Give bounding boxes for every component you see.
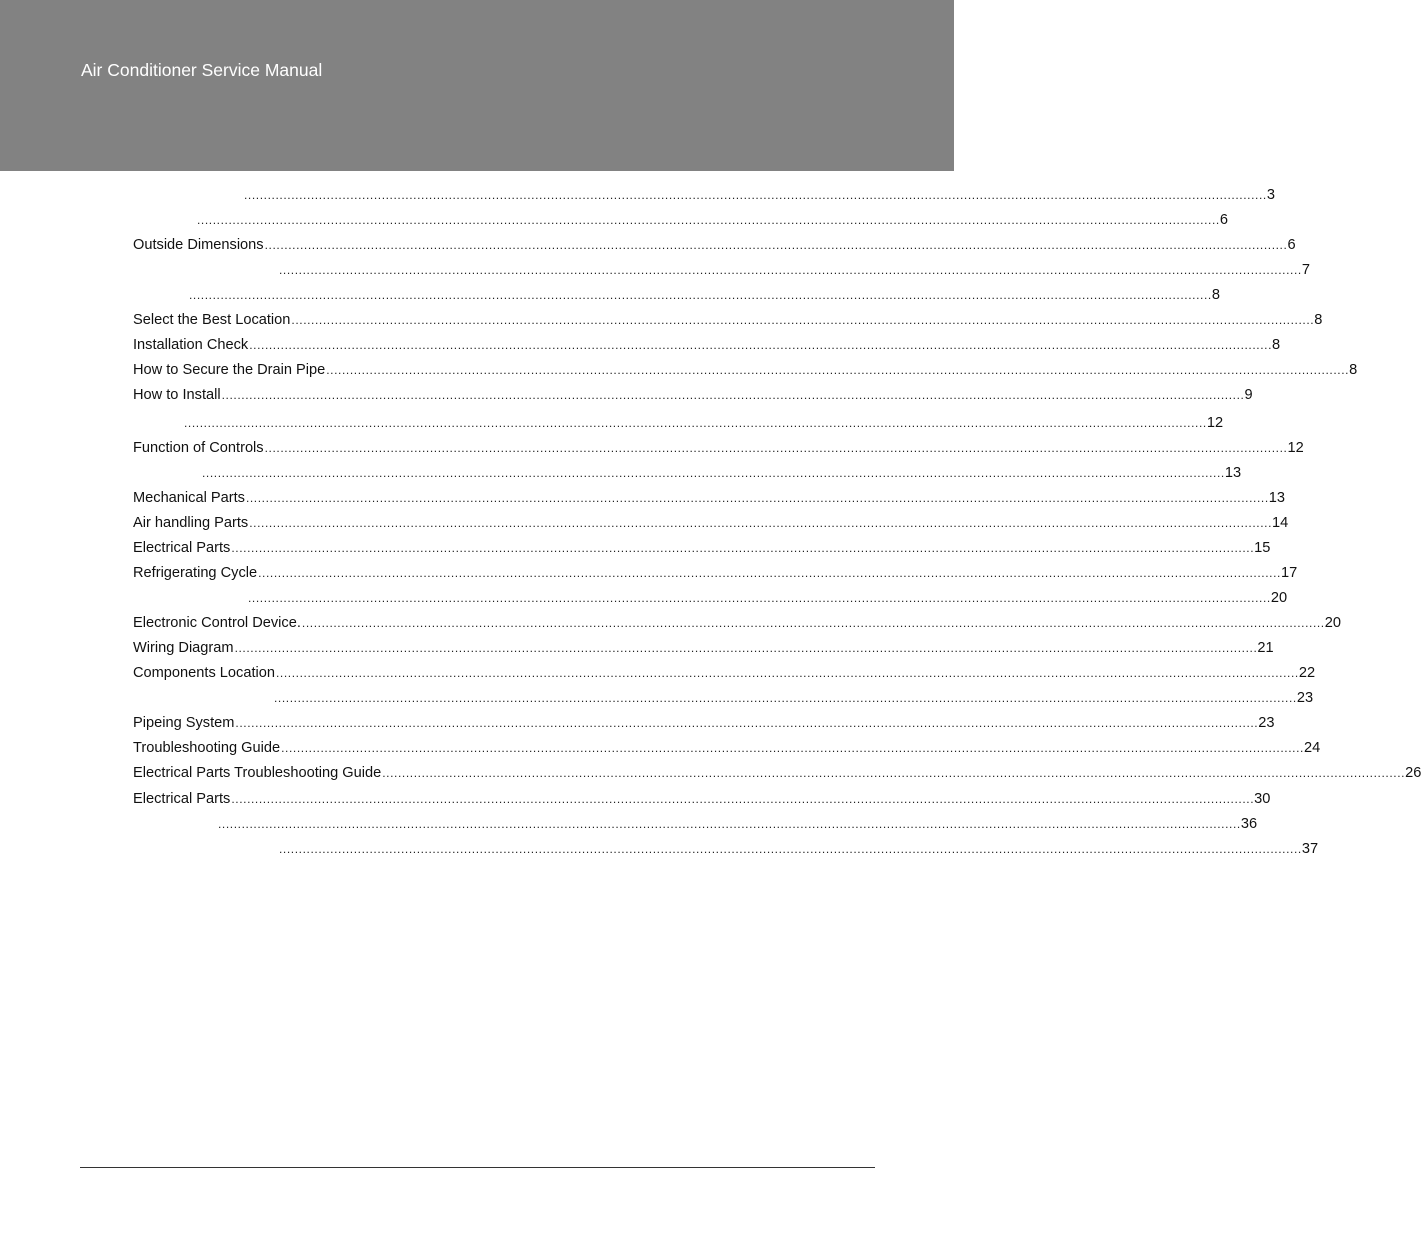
toc-entry-title: Electronic Control Device.	[133, 615, 301, 631]
toc-dot-leader: ....................................................................................................................................................................................................................................................................	[279, 842, 1302, 856]
toc-entry-page: 8	[1349, 362, 1358, 378]
toc-entry-page: 15	[1254, 540, 1271, 556]
toc-entry[interactable]	[133, 232, 1296, 254]
toc-dot-leader: ....................................................................................................................................................................................................................................................................	[291, 313, 1315, 327]
toc-entry[interactable]	[133, 735, 1321, 757]
toc-dot-leader: ....................................................................................................................................................................................................................................................................	[264, 238, 1288, 252]
toc-dot-leader: ....................................................................................................................................................................................................................................................................	[274, 691, 1297, 705]
toc-entry[interactable]	[133, 685, 1314, 707]
toc-entry-title: How to Secure the Drain Pipe	[133, 362, 326, 378]
toc-entry-page: 8	[1211, 287, 1220, 303]
toc-entry[interactable]	[133, 485, 1286, 507]
toc-entry[interactable]	[133, 635, 1274, 657]
toc-dot-leader: ....................................................................................................................................................................................................................................................................	[249, 338, 1273, 352]
toc-entry-page: 7	[1301, 262, 1310, 278]
toc-entry[interactable]	[133, 760, 1421, 782]
toc-dot-leader: ....................................................................................................................................................................................................................................................................	[231, 541, 1255, 555]
toc-entry-page: 14	[1272, 515, 1289, 531]
toc-entry-title: Electrical Parts	[133, 791, 231, 807]
toc-dot-leader: ....................................................................................................................................................................................................................................................................	[245, 491, 1269, 505]
toc-entry-page: 17	[1280, 565, 1298, 581]
toc-entry-title: Function of Controls	[133, 440, 264, 456]
toc-entry-page: 3	[1266, 187, 1275, 203]
toc-dot-leader: ....................................................................................................................................................................................................................................................................	[234, 641, 1258, 655]
toc-entry-title: Installation Check	[133, 337, 249, 353]
toc-dot-leader: ....................................................................................................................................................................................................................................................................	[279, 263, 1302, 277]
toc-entry[interactable]	[133, 207, 1228, 229]
toc-entry[interactable]	[133, 710, 1275, 732]
toc-entry-page: 20	[1324, 615, 1341, 631]
toc-entry-title: Electrical Parts Troubleshooting Guide	[133, 765, 382, 781]
toc-dot-leader: ....................................................................................................................................................................................................................................................................	[275, 666, 1299, 680]
toc-entry-page: 30	[1254, 791, 1271, 807]
toc-dot-leader: ....................................................................................................................................................................................................................................................................	[218, 817, 1241, 831]
toc-dot-leader: ....................................................................................................................................................................................................................................................................	[301, 616, 1325, 630]
toc-dot-leader: ....................................................................................................................................................................................................................................................................	[235, 716, 1259, 730]
toc-entry-title: Pipeing System	[133, 715, 235, 731]
toc-entry-page: 13	[1224, 465, 1242, 481]
toc-entry-page: 6	[1219, 212, 1228, 228]
toc-entry[interactable]	[133, 307, 1323, 329]
toc-dot-leader: ....................................................................................................................................................................................................................................................................	[264, 441, 1288, 455]
toc-entry-page: 37	[1301, 841, 1319, 857]
toc-entry-title: How to Install	[133, 387, 221, 403]
toc-entry[interactable]	[133, 560, 1298, 582]
toc-entry[interactable]	[133, 182, 1275, 204]
toc-dot-leader: ....................................................................................................................................................................................................................................................................	[197, 213, 1220, 227]
toc-entry-title: Components Location	[133, 665, 275, 681]
manual-title: Air Conditioner Service Manual	[81, 60, 323, 80]
toc-entry-page: 8	[1272, 337, 1281, 353]
toc-entry[interactable]	[133, 332, 1281, 354]
toc-entry[interactable]	[133, 460, 1242, 482]
toc-entry[interactable]	[133, 535, 1271, 557]
toc-dot-leader: ....................................................................................................................................................................................................................................................................	[244, 188, 1267, 202]
toc-entry[interactable]	[133, 660, 1316, 682]
toc-entry[interactable]	[133, 257, 1310, 279]
toc-entry-title: Wiring Diagram	[133, 640, 234, 656]
toc-dot-leader: ....................................................................................................................................................................................................................................................................	[248, 591, 1271, 605]
toc-entry-page: 20	[1270, 590, 1288, 606]
toc-entry-title: Refrigerating Cycle	[133, 565, 258, 581]
footer-rule	[80, 1167, 875, 1168]
toc-dot-leader: ....................................................................................................................................................................................................................................................................	[281, 741, 1304, 755]
toc-entry[interactable]	[133, 585, 1288, 607]
toc-entry-title: Electrical Parts	[133, 540, 231, 556]
toc-entry[interactable]	[133, 435, 1304, 457]
toc-dot-leader: ....................................................................................................................................................................................................................................................................	[221, 388, 1245, 402]
toc-entry-page: 26	[1405, 765, 1421, 781]
header-band	[0, 0, 954, 171]
toc-dot-leader: ....................................................................................................................................................................................................................................................................	[249, 516, 1273, 530]
toc-entry[interactable]	[133, 510, 1289, 532]
toc-dot-leader: ....................................................................................................................................................................................................................................................................	[231, 792, 1255, 806]
toc-entry-page: 22	[1298, 665, 1316, 681]
toc-entry[interactable]	[133, 357, 1358, 379]
toc-entry[interactable]	[133, 786, 1271, 808]
toc-dot-leader: ....................................................................................................................................................................................................................................................................	[258, 566, 1281, 580]
toc-entry-page: 24	[1303, 740, 1321, 756]
toc-entry-page: 21	[1257, 640, 1274, 656]
toc-entry-page: 6	[1287, 237, 1296, 253]
toc-entry-title: Troubleshooting Guide	[133, 740, 281, 756]
toc-entry-page: 23	[1296, 690, 1314, 706]
toc-entry[interactable]	[133, 811, 1258, 833]
toc-entry-page: 12	[1206, 415, 1224, 431]
toc-entry-page: 13	[1268, 490, 1286, 506]
toc-entry-title: Outside Dimensions	[133, 237, 264, 253]
toc-entry-title: Select the Best Location	[133, 312, 291, 328]
toc-dot-leader: ....................................................................................................................................................................................................................................................................	[326, 363, 1350, 377]
toc-dot-leader: ....................................................................................................................................................................................................................................................................	[184, 416, 1207, 430]
toc-entry[interactable]	[133, 382, 1253, 404]
toc-dot-leader: ....................................................................................................................................................................................................................................................................	[189, 288, 1212, 302]
toc-dot-leader: ....................................................................................................................................................................................................................................................................	[202, 466, 1225, 480]
toc-entry-page: 23	[1258, 715, 1275, 731]
toc-entry[interactable]	[133, 282, 1220, 304]
toc-entry[interactable]	[133, 410, 1224, 432]
toc-entry-page: 9	[1244, 387, 1253, 403]
toc-entry-page: 36	[1240, 816, 1258, 832]
toc-entry-title: Air handling Parts	[133, 515, 249, 531]
toc-entry-page: 8	[1314, 312, 1323, 328]
toc-entry-title: Mechanical Parts	[133, 490, 245, 506]
toc-entry-page: 12	[1287, 440, 1304, 456]
toc-entry[interactable]	[133, 610, 1341, 632]
toc-entry[interactable]	[133, 836, 1319, 858]
toc-dot-leader: ....................................................................................................................................................................................................................................................................	[382, 766, 1406, 780]
